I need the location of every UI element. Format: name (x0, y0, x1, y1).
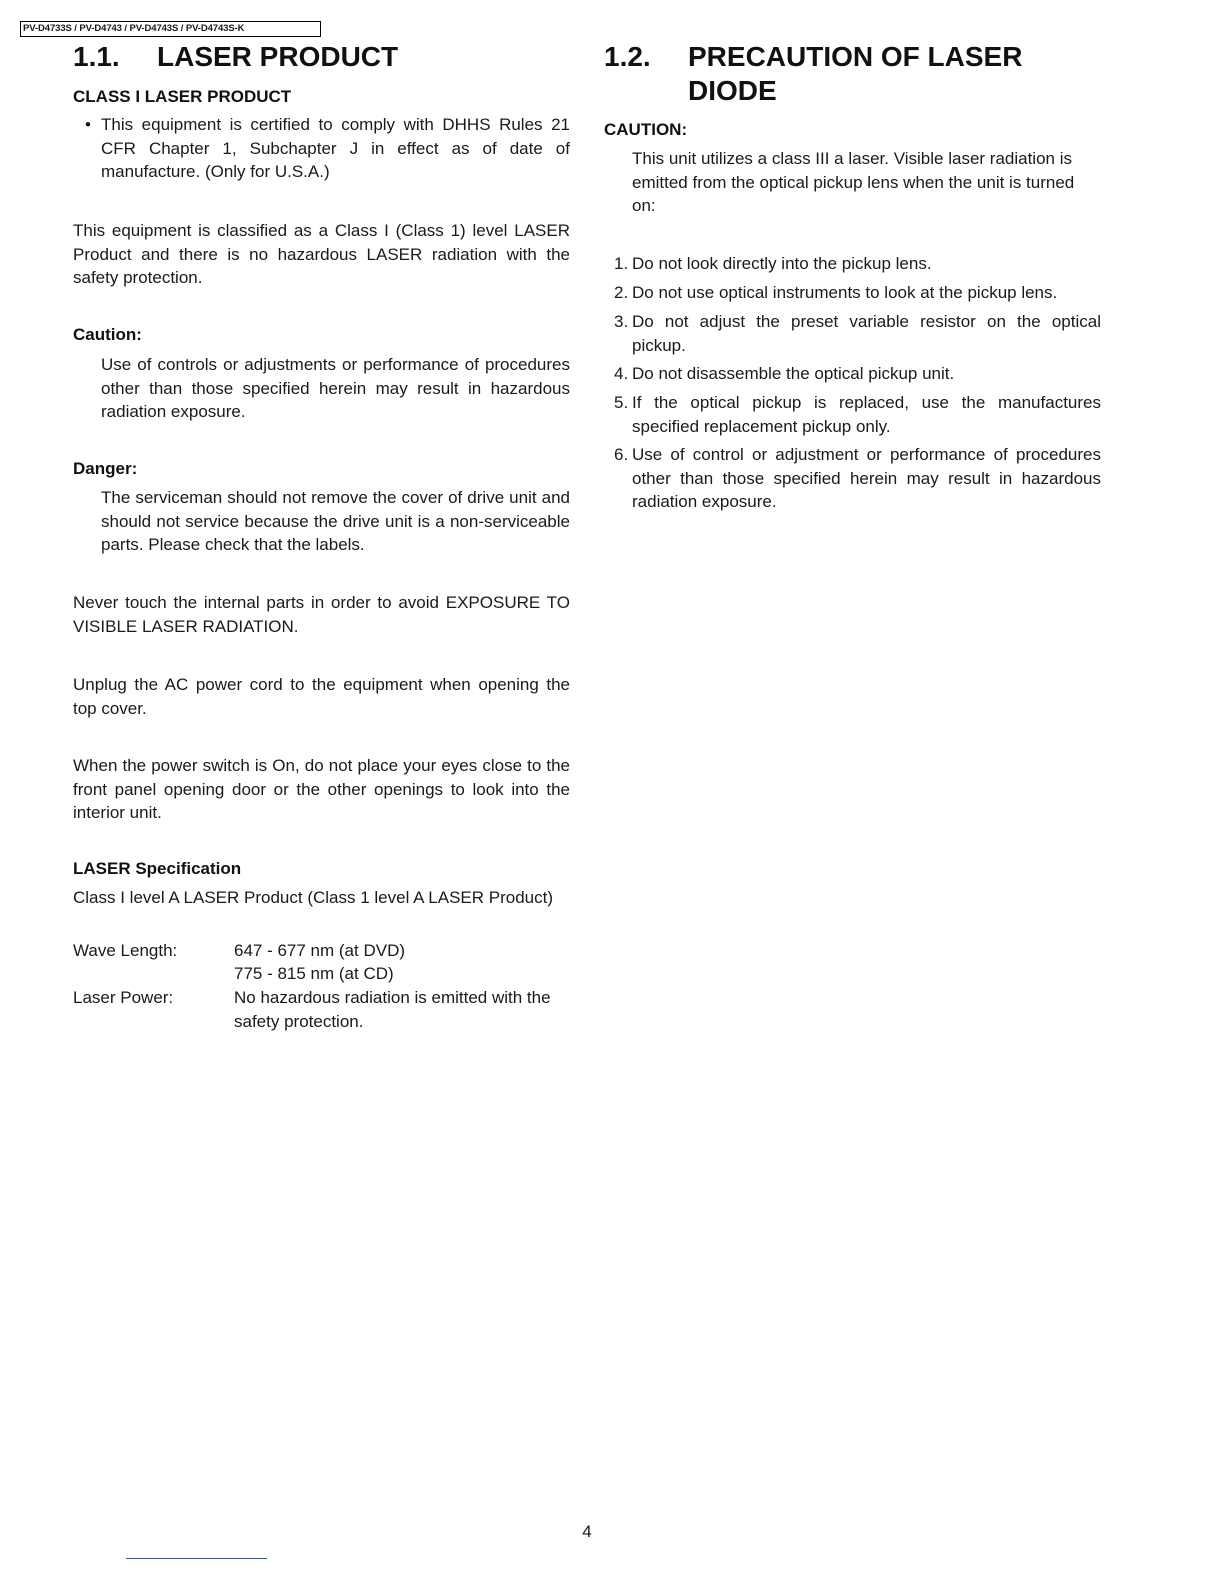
class-laser-heading: CLASS I LASER PRODUCT (73, 87, 292, 106)
dhhs-compliance-text: This equipment is certified to comply with DHHS Rules 21 CFR Chapter 1, Subchapter J in effect as of date of manufacture. (Only for U.S.A.) (101, 115, 570, 181)
section-1-1-heading (73, 40, 570, 74)
bottom-link-underline[interactable] (126, 1558, 267, 1559)
list-item: Do not use optical instruments to look at the pickup lens. (632, 283, 1058, 302)
section-1-2-heading (604, 40, 1101, 108)
wave-length-dvd: 647 - 677 nm (at DVD) (234, 941, 406, 960)
laser-power-label: Laser Power: (73, 988, 174, 1007)
list-item: If the optical pickup is replaced, use the manufactures specified replacement pickup only. (632, 393, 1101, 436)
list-item-number: 2. (614, 283, 629, 302)
list-item-number: 4. (614, 364, 629, 383)
laser-diode-caution-text: This unit utilizes a class III a laser. Visible laser radiation is emitted from the optical pickup lens when the unit is turned on: (632, 149, 1075, 215)
power-switch-text: When the power switch is On, do not place your eyes close to the front panel opening door or the other openings to look into the interior unit. (73, 756, 570, 822)
list-item: Use of control or adjustment or performance of procedures other than those specified herein may result in hazardous radiation exposure. (632, 445, 1101, 511)
spec-class-text: Class I level A LASER Product (Class 1 level A LASER Product) (73, 888, 553, 907)
wave-length-cd: 775 - 815 nm (at CD) (234, 964, 394, 983)
section-1-1-number: 1.1. (73, 41, 120, 72)
danger-text: The serviceman should not remove the cover of drive unit and should not service because the drive unit is a non-serviceable parts. Please check that the labels. (101, 488, 570, 554)
caution-heading: Caution: (73, 325, 142, 344)
section-1-2-title: PRECAUTION OF LASER DIODE (688, 41, 1023, 106)
section-1-1-title: LASER PRODUCT (157, 41, 399, 72)
bullet-dot-icon: • (85, 115, 91, 134)
laser-diode-caution-heading: CAUTION: (604, 120, 688, 139)
list-item: Do not look directly into the pickup lens. (632, 254, 932, 273)
list-item-number: 3. (614, 312, 629, 331)
list-item-number: 1. (614, 254, 629, 273)
list-item: Do not disassemble the optical pickup unit. (632, 364, 955, 383)
page-number: 4 (582, 1522, 592, 1541)
never-touch-text: Never touch the internal parts in order to avoid EXPOSURE TO VISIBLE LASER RADIATION. (73, 593, 570, 636)
list-item-number: 5. (614, 393, 629, 412)
section-1-2-number: 1.2. (604, 41, 651, 72)
laser-spec-heading: LASER Specification (73, 859, 242, 878)
model-codes-header: PV-D4733S / PV-D4743 / PV-D4743S / PV-D4743S-K (20, 21, 321, 37)
unplug-text: Unplug the AC power cord to the equipment when opening the top cover. (73, 675, 570, 718)
danger-heading: Danger: (73, 459, 138, 478)
wave-length-label: Wave Length: (73, 941, 178, 960)
laser-power-value: No hazardous radiation is emitted with the safety protection. (234, 988, 551, 1031)
caution-text: Use of controls or adjustments or performance of procedures other than those specified herein may result in hazardous radiation exposure. (101, 355, 570, 421)
list-item-number: 6. (614, 445, 629, 464)
classification-text: This equipment is classified as a Class I (Class 1) level LASER Product and there is no hazardous LASER radiation with the safety protection. (73, 221, 570, 287)
list-item: Do not adjust the preset variable resistor on the optical pickup. (632, 312, 1101, 355)
